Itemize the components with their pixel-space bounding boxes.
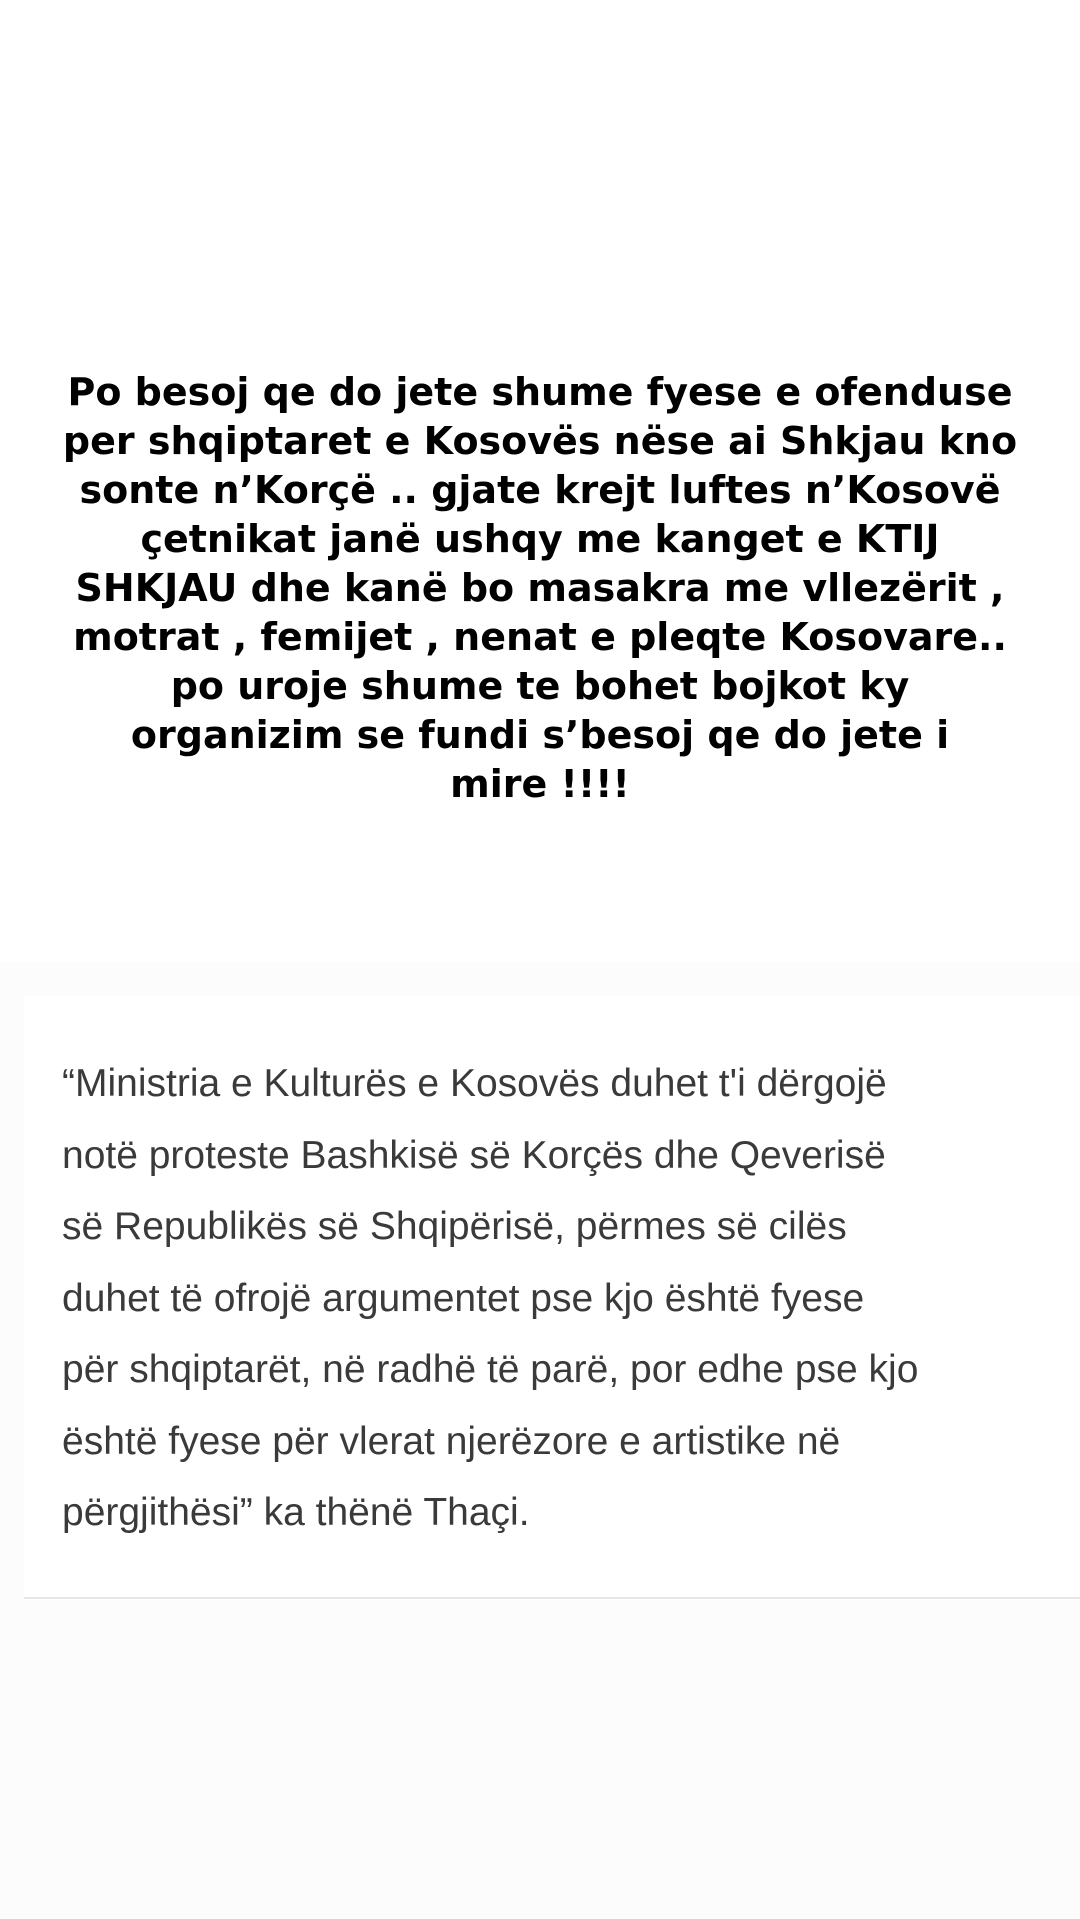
quote-card xyxy=(24,996,1080,1600)
quote-line: përgjithësi” ka thënë Thaçi. xyxy=(62,1491,530,1534)
quote-line: “Ministria e Kulturës e Kosovës duhet t'i dërgojë xyxy=(62,1062,887,1105)
story-line: po uroje shume te bohet bojkot ky xyxy=(170,664,910,708)
story-line: per shqiptaret e Kosovës nëse ai Shkjau kno xyxy=(62,419,1018,463)
story-line: sonte n’Korçë .. gjate krejt luftes n’Kosovë xyxy=(79,468,1001,512)
quote-line: notë proteste Bashkisë së Korçës dhe Qeverisë xyxy=(62,1133,886,1177)
story-line: mire !!!! xyxy=(450,762,630,806)
quote-line: duhet të ofrojë argumentet pse kjo është fyese xyxy=(62,1276,865,1320)
article-screenshot xyxy=(0,962,1080,1919)
article-quote xyxy=(62,1048,1072,1549)
story-line: SHKJAU dhe kanë bo masakra me vllezërit , xyxy=(75,566,1005,610)
quote-line: së Republikës së Shqipërisë, përmes së cilës xyxy=(62,1205,847,1248)
story-line: organizim se fundi s’besoj qe do jete i xyxy=(130,713,950,757)
quote-line: për shqiptarët, në radhë të parë, por edhe pse kjo xyxy=(62,1348,919,1391)
story-text-overlay xyxy=(20,368,1060,809)
story-line: Po besoj qe do jete shume fyese e ofenduse xyxy=(67,370,1013,414)
story-line: motrat , femijet , nenat e pleqte Kosovare.. xyxy=(73,615,1007,659)
quote-line: është fyese për vlerat njerëzore e artistike në xyxy=(62,1419,841,1463)
article-divider xyxy=(24,1597,1080,1599)
story-line: çetnikat janë ushqy me kanget e KTIJ xyxy=(140,517,940,561)
